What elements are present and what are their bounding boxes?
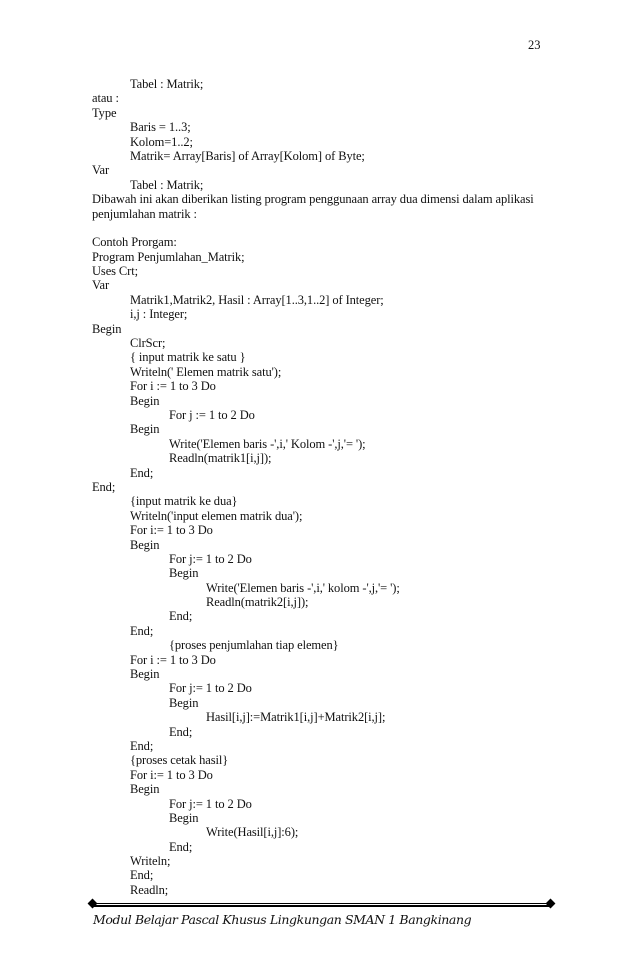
text-line: For j:= 1 to 2 Do bbox=[169, 681, 252, 696]
document-body bbox=[92, 77, 562, 897]
text-line: Baris = 1..3; bbox=[130, 120, 191, 135]
text-line: Var bbox=[92, 278, 110, 293]
text-line: For j:= 1 to 2 Do bbox=[169, 551, 252, 566]
text-line: Writeln; bbox=[130, 854, 171, 869]
text-line: End; bbox=[130, 465, 154, 480]
text-line: For i:= 1 to 3 Do bbox=[130, 523, 213, 538]
text-line: Write(Hasil[i,j]:6); bbox=[206, 825, 299, 840]
text-line: End; bbox=[92, 479, 116, 494]
text-line: Var bbox=[92, 163, 110, 178]
text-line: Matrik= Array[Baris] of Array[Kolom] of Byte; bbox=[130, 148, 365, 163]
text-line: For i := 1 to 3 Do bbox=[130, 652, 216, 667]
text-line: For i:= 1 to 3 Do bbox=[130, 767, 213, 782]
text-line: { input matrik ke satu } bbox=[130, 350, 246, 365]
blank-line bbox=[92, 221, 562, 235]
footer-rule-thick bbox=[93, 905, 552, 907]
text-line: Write('Elemen baris -',i,' kolom -',j,'= '); bbox=[206, 580, 400, 595]
text-line: Begin bbox=[169, 810, 199, 825]
text-line: ClrScr; bbox=[130, 336, 166, 351]
text-line: Readln(matrik1[i,j]); bbox=[169, 451, 272, 466]
text-line: End; bbox=[130, 738, 154, 753]
text-line: Begin bbox=[92, 321, 122, 336]
text-line: End; bbox=[169, 839, 193, 854]
text-line: End; bbox=[130, 623, 154, 638]
text-line: Writeln('input elemen matrik dua'); bbox=[130, 508, 303, 523]
footer-diamond-right-icon bbox=[546, 899, 556, 909]
text-line: Type bbox=[92, 105, 117, 120]
text-line: {proses cetak hasil} bbox=[130, 753, 229, 768]
text-line: Uses Crt; bbox=[92, 264, 138, 279]
text-line: Begin bbox=[169, 566, 199, 581]
text-line: For j:= 1 to 2 Do bbox=[169, 796, 252, 811]
text-line: Begin bbox=[169, 695, 199, 710]
text-line: Begin bbox=[130, 782, 160, 797]
text-line: End; bbox=[169, 609, 193, 624]
text-line: Contoh Prorgam: bbox=[92, 235, 177, 250]
footer-text: Modul Belajar Pascal Khusus Lingkungan SMAN 1 Bangkinang bbox=[93, 912, 472, 927]
text-line: Readln(matrik2[i,j]); bbox=[206, 595, 309, 610]
text-line: Writeln(' Elemen matrik satu'); bbox=[130, 364, 282, 379]
text-line: {proses penjumlahan tiap elemen} bbox=[169, 638, 339, 653]
text-line: Dibawah ini akan diberikan listing program penggunaan array dua dimensi dalam aplikasi bbox=[92, 192, 534, 207]
text-line: {input matrik ke dua} bbox=[130, 494, 238, 509]
text-line: atau : bbox=[92, 91, 119, 106]
text-line: For i := 1 to 3 Do bbox=[130, 379, 216, 394]
text-line: i,j : Integer; bbox=[130, 307, 188, 322]
text-line: Kolom=1..2; bbox=[130, 134, 193, 149]
text-line: Tabel : Matrik; bbox=[130, 177, 204, 192]
text-line: Matrik1,Matrik2, Hasil : Array[1..3,1..2] of Integer; bbox=[130, 292, 384, 307]
text-line: Write('Elemen baris -',i,' Kolom -',j,'= '); bbox=[169, 436, 366, 451]
text-line: Hasil[i,j]:=Matrik1[i,j]+Matrik2[i,j]; bbox=[206, 710, 386, 725]
text-line: End; bbox=[130, 868, 154, 883]
text-line: Begin bbox=[130, 393, 160, 408]
text-line: End; bbox=[169, 724, 193, 739]
text-line: penjumlahan matrik : bbox=[92, 206, 197, 221]
footer-rule bbox=[93, 903, 552, 904]
text-line: Begin bbox=[130, 422, 160, 437]
text-line: For j := 1 to 2 Do bbox=[169, 407, 255, 422]
footer-diamond-left-icon bbox=[88, 899, 98, 909]
text-line: Program Penjumlahan_Matrik; bbox=[92, 249, 245, 264]
text-line: Readln; bbox=[130, 882, 169, 897]
text-line: Begin bbox=[130, 537, 160, 552]
text-line: Tabel : Matrik; bbox=[130, 77, 204, 91]
text-line: Begin bbox=[130, 667, 160, 682]
page-number: 23 bbox=[528, 38, 541, 52]
